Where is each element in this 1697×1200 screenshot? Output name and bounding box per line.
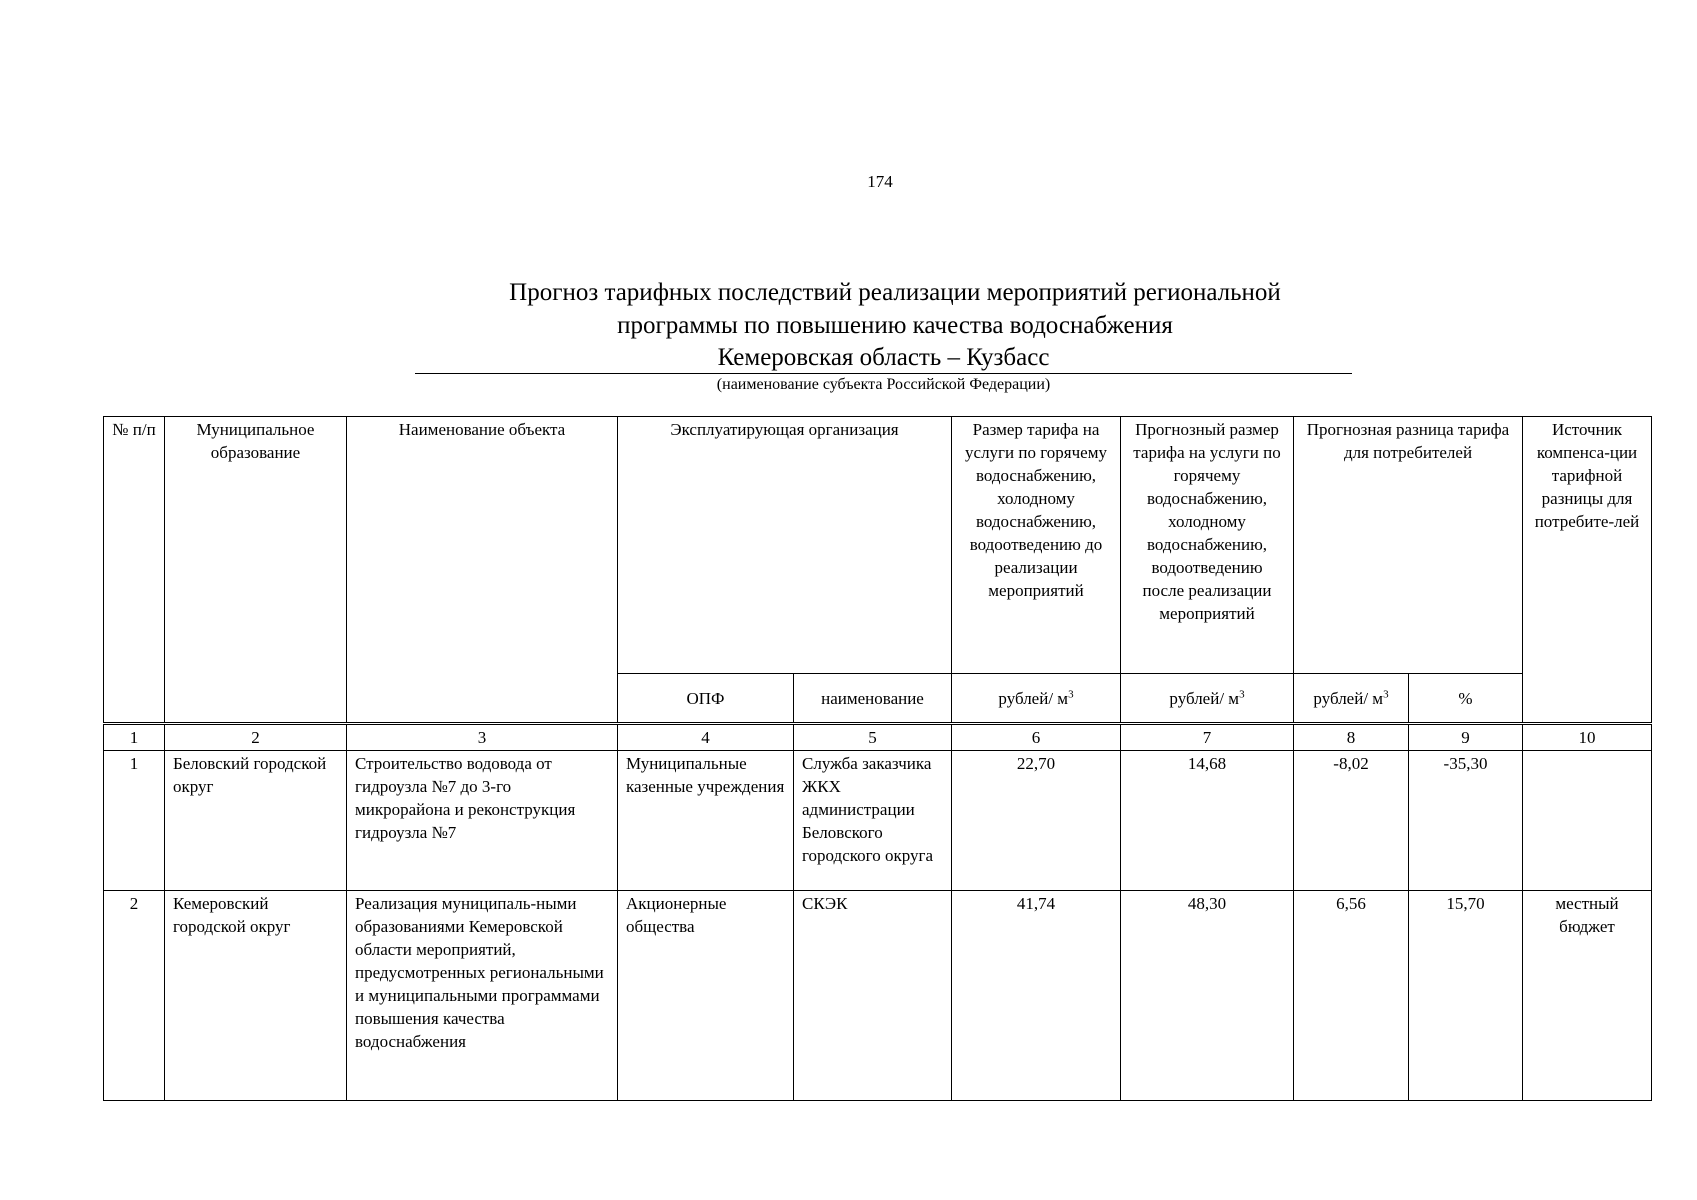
column-number: 1 xyxy=(104,724,165,751)
table-row xyxy=(104,751,1652,891)
row-num: 1 xyxy=(104,751,165,891)
row-source: местный бюджет xyxy=(1523,891,1652,1101)
column-number: 5 xyxy=(794,724,952,751)
row-operator-name: СКЭК xyxy=(794,891,952,1101)
row-object: Строительство водовода от гидроузла №7 до 3-го микрорайона и реконструкция гидроузла №7 xyxy=(347,751,618,891)
column-number: 8 xyxy=(1294,724,1409,751)
header-object: Наименование объекта xyxy=(347,417,618,724)
row-diff-rub: -8,02 xyxy=(1294,751,1409,891)
column-number: 10 xyxy=(1523,724,1652,751)
subheader-unit-before: рублей/ $м^3$ xyxy=(952,674,1121,724)
row-tariff-before: 41,74 xyxy=(952,891,1121,1101)
row-object: Реализация муниципаль-ными образованиями Кемеровской области мероприятий, предусмотренных региональными и муниципальными программами повышения качества водоснабжения xyxy=(347,891,618,1101)
row-tariff-before: 22,70 xyxy=(952,751,1121,891)
subject-name: Кемеровская область – Кузбасс xyxy=(415,342,1352,374)
table-row xyxy=(104,891,1652,1101)
header-source: Источник компенса-ции тарифной разницы для потребите-лей xyxy=(1523,417,1652,724)
row-diff-pct: 15,70 xyxy=(1409,891,1523,1101)
header-num: № п/п xyxy=(104,417,165,724)
header-municipality: Муниципальное образование xyxy=(165,417,347,724)
row-opf: Акционерные общества xyxy=(618,891,794,1101)
row-tariff-after: 14,68 xyxy=(1121,751,1294,891)
subheader-unit-after: рублей/ $м^3$ xyxy=(1121,674,1294,724)
column-number: 7 xyxy=(1121,724,1294,751)
tariff-table xyxy=(103,416,1652,1101)
header-tariff-before: Размер тарифа на услуги по горячему водоснабжению, холодному водоснабжению, водоотведению до реализации мероприятий xyxy=(952,417,1121,674)
column-number: 3 xyxy=(347,724,618,751)
subheader-percent: % xyxy=(1409,674,1523,724)
document-title xyxy=(415,276,1375,342)
subheader-opf: ОПФ xyxy=(618,674,794,724)
row-municipality: Беловский городской округ xyxy=(165,751,347,891)
subheader-unit-diff: рублей/ $м^3$ xyxy=(1294,674,1409,724)
row-diff-rub: 6,56 xyxy=(1294,891,1409,1101)
column-number: 2 xyxy=(165,724,347,751)
page-number: 174 xyxy=(867,172,893,191)
subject-caption: (наименование субъекта Российской Федерации) xyxy=(716,376,1051,393)
column-number: 6 xyxy=(952,724,1121,751)
title-line-1: Прогноз тарифных последствий реализации мероприятий региональной xyxy=(509,279,1281,306)
column-number: 9 xyxy=(1409,724,1523,751)
subheader-name: наименование xyxy=(794,674,952,724)
column-number: 4 xyxy=(618,724,794,751)
header-difference: Прогнозная разница тарифа для потребителей xyxy=(1294,417,1523,674)
title-line-2: программы по повышению качества водоснабжения xyxy=(617,312,1173,339)
row-municipality: Кемеровский городской округ xyxy=(165,891,347,1101)
row-tariff-after: 48,30 xyxy=(1121,891,1294,1101)
header-tariff-after: Прогнозный размер тарифа на услуги по горячему водоснабжению, холодному водоснабжению, водоотведению после реализации мероприятий xyxy=(1121,417,1294,674)
row-diff-pct: -35,30 xyxy=(1409,751,1523,891)
row-num: 2 xyxy=(104,891,165,1101)
row-operator-name: Служба заказчика ЖКХ администрации Беловского городского округа xyxy=(794,751,952,891)
row-opf: Муниципальные казенные учреждения xyxy=(618,751,794,891)
column-numbers-row xyxy=(104,724,1652,751)
header-operator: Эксплуатирующая организация xyxy=(618,417,952,674)
row-source xyxy=(1523,751,1652,891)
